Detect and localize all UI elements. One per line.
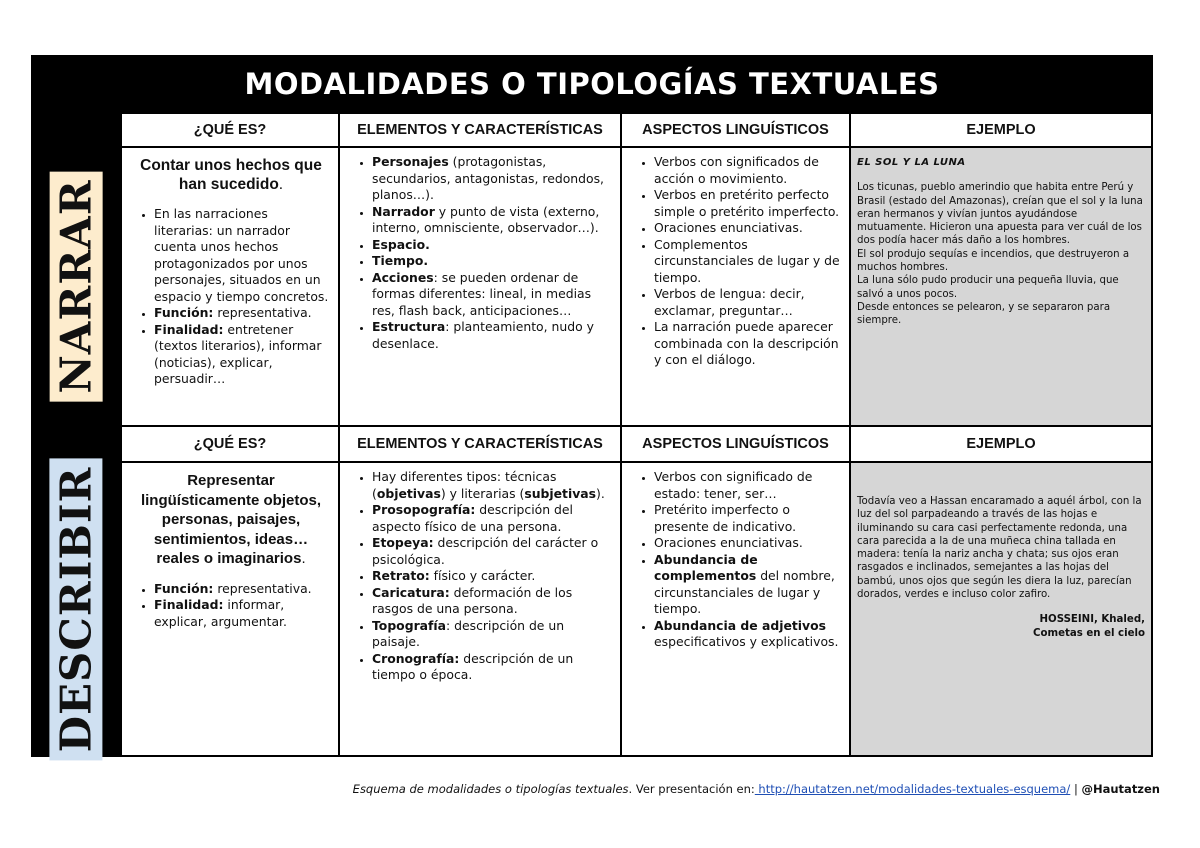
example-paragraph: Desde entonces se pelearon, y se separaron para siempre. bbox=[857, 301, 1111, 327]
describir-que-es-cell bbox=[122, 463, 338, 755]
describir-que-es-list bbox=[132, 581, 330, 631]
header-elementos: ELEMENTOS Y CARACTERÍSTICAS bbox=[340, 114, 620, 146]
example-paragraph: El sol produjo sequías e incendios, que destruyeron a muchos hombres. bbox=[857, 248, 1130, 274]
narrar-ejemplo-cell bbox=[851, 148, 1151, 425]
header-que-es: ¿QUÉ ES? bbox=[122, 114, 338, 146]
list-item: • Hay diferentes tipos: técnicas (objetivas) y literarias (subjetivas). bbox=[372, 469, 612, 502]
header-ejemplo: EJEMPLO bbox=[851, 114, 1151, 146]
list-item: • Oraciones enunciativas. bbox=[654, 220, 841, 237]
list-item: • Caricatura: deformación de los rasgos de una persona. bbox=[372, 585, 612, 618]
list-item: • Abundancia de complementos del nombre, circunstanciales de lugar y tiempo. bbox=[654, 552, 841, 618]
list-item: • La narración puede aparecer combinada con la descripción y con el diálogo. bbox=[654, 319, 841, 369]
describir-label: DESCRIBIR bbox=[50, 458, 103, 760]
twitter-handle: @Hautatzen bbox=[1081, 782, 1160, 796]
header-aspectos: ASPECTOS LINGUÍSTICOS bbox=[622, 114, 849, 146]
list-item: • Abundancia de adjetivos especificativos y explicativos. bbox=[654, 618, 841, 651]
narrar-aspectos-list bbox=[632, 154, 841, 369]
list-item: • Pretérito imperfecto o presente de indicativo. bbox=[654, 502, 841, 535]
describir-elementos-cell bbox=[340, 463, 620, 755]
footer-separator: | bbox=[1070, 782, 1082, 796]
list-item: • Cronografía: descripción de un tiempo o época. bbox=[372, 651, 612, 684]
list-item: • Finalidad: informar, explicar, argumentar. bbox=[154, 597, 330, 630]
presentation-link[interactable]: http://hautatzen.net/modalidades-textuales-esquema/ bbox=[754, 782, 1071, 796]
narrar-que-es-list bbox=[132, 206, 330, 388]
list-item: • Tiempo. bbox=[372, 253, 612, 270]
narrar-elementos-list bbox=[350, 154, 612, 352]
example-author: HOSSEINI, Khaled, Cometas en el cielo bbox=[1033, 614, 1145, 639]
list-item: • Verbos con significado de estado: tener, ser… bbox=[654, 469, 841, 502]
footer bbox=[0, 782, 1160, 796]
list-item: • Etopeya: descripción del carácter o psicológica. bbox=[372, 535, 612, 568]
narrar-elementos-cell bbox=[340, 148, 620, 425]
scheme-sheet bbox=[31, 55, 1153, 757]
header-ejemplo-2: EJEMPLO bbox=[851, 427, 1151, 461]
describir-ejemplo-cell bbox=[851, 463, 1151, 755]
header-elementos-2: ELEMENTOS Y CARACTERÍSTICAS bbox=[340, 427, 620, 461]
describir-elementos-list bbox=[350, 469, 612, 684]
list-item: • Prosopografía: descripción del aspecto físico de una persona. bbox=[372, 502, 612, 535]
narrar-side bbox=[31, 148, 121, 425]
list-item: • Oraciones enunciativas. bbox=[654, 535, 841, 552]
list-item: • En las narraciones literarias: un narrador cuenta unos hechos protagonizados por unos personajes, situados en un espacio y tiempo concretos. bbox=[154, 206, 330, 305]
describir-side bbox=[31, 463, 121, 755]
narrar-definition: Contar unos hechos que han sucedido. bbox=[140, 157, 322, 193]
narrar-label: NARRAR bbox=[50, 171, 103, 401]
example-paragraph: La luna sólo pudo producir una pequeña lluvia, que salvó a unos pocos. bbox=[857, 275, 1119, 300]
list-item: • Topografía: descripción de un paisaje. bbox=[372, 618, 612, 651]
list-item: • Verbos con significados de acción o movimiento. bbox=[654, 154, 841, 187]
list-item: • Complementos circunstanciales de lugar y de tiempo. bbox=[654, 237, 841, 287]
describir-definition: Representar lingüísticamente objetos, personas, paisajes, sentimientos, ideas… reales o imaginarios. bbox=[140, 472, 322, 567]
list-item: • Retrato: físico y carácter. bbox=[372, 568, 612, 585]
describir-aspectos-cell bbox=[622, 463, 849, 755]
example-paragraph: Los ticunas, pueblo amerindio que habita entre Perú y Brasil (estado del Amazonas), creían que el sol y la luna eran hermanos y vivían juntos ayudándose mutuamente. Hicieron una apuesta para ver cuál de los dos podía hacer más daño a los hombres. bbox=[857, 182, 1143, 247]
page-title: MODALIDADES O TIPOLOGÍAS TEXTUALES bbox=[244, 67, 940, 101]
list-item: • Personajes (protagonistas, secundarios, antagonistas, redondos, planos…). bbox=[372, 154, 612, 204]
footer-caption: Esquema de modalidades o tipologías textuales bbox=[352, 782, 629, 796]
list-item: • Función: representativa. bbox=[154, 305, 330, 322]
list-item: • Estructura: planteamiento, nudo y desenlace. bbox=[372, 319, 612, 352]
header-aspectos-2: ASPECTOS LINGUÍSTICOS bbox=[622, 427, 849, 461]
list-item: • Finalidad: entretener (textos literarios), informar (noticias), explicar, persuadir… bbox=[154, 322, 330, 388]
footer-text: . Ver presentación en: bbox=[628, 782, 755, 796]
list-item: • Verbos de lengua: decir, exclamar, preguntar… bbox=[654, 286, 841, 319]
narrar-que-es-cell bbox=[122, 148, 338, 425]
list-item: • Función: representativa. bbox=[154, 581, 330, 598]
list-item: • Verbos en pretérito perfecto simple o pretérito imperfecto. bbox=[654, 187, 841, 220]
list-item: • Acciones: se pueden ordenar de formas diferentes: lineal, in medias res, flash back, anticipaciones… bbox=[372, 270, 612, 320]
narrar-aspectos-cell bbox=[622, 148, 849, 425]
list-item: • Narrador y punto de vista (externo, interno, omnisciente, observador…). bbox=[372, 204, 612, 237]
describir-aspectos-list bbox=[632, 469, 841, 651]
narrar-example-title: EL SOL Y LA LUNA bbox=[857, 157, 966, 168]
header-que-es-2: ¿QUÉ ES? bbox=[122, 427, 338, 461]
example-paragraph: Todavía veo a Hassan encaramado a aquél árbol, con la luz del sol parpadeando a través de las hojas e iluminando su cara casi perfectamente redonda, una cara parecida a la de una muñeca china tallada en madera: tenía la nariz ancha y chata; sus ojos eran rasgados e inclinados, semejantes a las hojas del bambú, unos ojos que según les diera la luz, parecían dorados, verdes e incluso color zafiro. bbox=[857, 496, 1142, 601]
list-item: • Espacio. bbox=[372, 237, 612, 254]
